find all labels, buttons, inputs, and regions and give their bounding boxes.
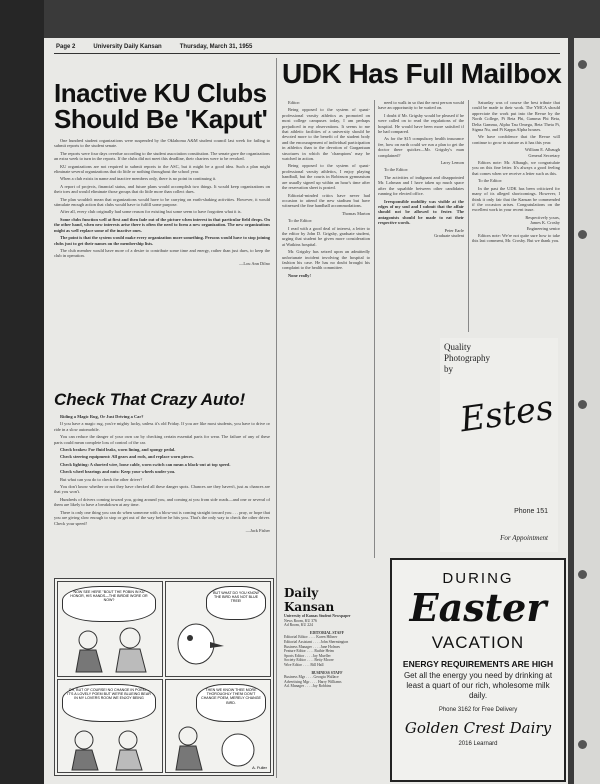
auto-paragraph: Riding a Magic Rug, Or Just Driving a Car? <box>60 414 144 419</box>
auto-article <box>54 414 270 574</box>
editorial-paragraph: Some clubs function well at first and then fade out of the picture when interest in that particular field drops. On the other hand, when new interests arise there is often the need to form a new organization. The new organizations might as well replace some of the inactive ones. <box>54 216 270 233</box>
letter-paragraph: Saturday was of course the best tribute that could be made to their work. The YMCA should appreciate the work put into the Revue by the North College, Pi Beta Phi, Gamma Phi Beta, Delta Gamma, Alpha Tau Omega, Beta Theta Pi, Sigma Nu, and Pi Kappa Alpha houses. <box>472 100 560 133</box>
page-number: Page 2 <box>56 44 76 50</box>
auto-paragraph: But what can you do to check the other driver? <box>60 476 143 482</box>
letter-paragraph: need to walk in so that the next person would have an opportunity to be waited on. <box>378 100 464 111</box>
letter-signature: Larry Lemon <box>440 160 464 166</box>
column-rule <box>468 100 469 332</box>
dairy-ad <box>390 558 566 782</box>
photography-ad <box>440 338 558 552</box>
staff-line: Editorial Assistant . . . . John Shermington <box>284 639 349 644</box>
masthead-line: News Room, KU 376 <box>284 618 317 623</box>
binder-hole <box>578 60 587 69</box>
editorial-paragraph: When a club exists in name and inactive members only, there is no point in continuing it. <box>60 176 217 182</box>
staff-line: Wire Editor . . . . Bill Hall <box>284 662 324 667</box>
staff-line: Business Mgr . . . . Georgia Wallace <box>284 675 339 680</box>
editorial-paragraph: A report of projects, financial status, and future plans would accomplish two things. It would keep organizations on their toes and would eliminate those groups that do little more than collect dues. <box>54 183 270 195</box>
binder-hole <box>578 230 587 239</box>
staff-line: Editorial Editor . . . . Karen Hiltner <box>284 635 338 640</box>
letter-paragraph: I doubt if Mr. Grigsby would be pleased if he were called on to read the regulations of the hospital. He would have been more satisfied if he had compared. <box>378 112 464 135</box>
letter-paragraph: I read with a good deal of interest, a letter to the editor by John D. Grigsby, graduate student, urging that student be given more consideration at Watkins hospital. <box>282 225 370 247</box>
ad-during: DURING <box>442 570 514 587</box>
left-dark-margin <box>0 0 44 784</box>
cartoon-figures <box>166 680 270 772</box>
editorial-headline: Inactive KU Clubs Should Be 'Kaput' <box>54 78 268 134</box>
speech-bubble: NOW SEE HERE "BOUT THE POBIN IN KU HONOR, HIS HANDS—THE BIRDIE WORE OR NOW? <box>62 586 156 622</box>
auto-paragraph: Check steering equipment: All gears and rods, and replace worn pieces. <box>60 454 194 460</box>
cartoon-panel <box>165 679 271 773</box>
next-page-edge <box>574 38 600 784</box>
letter-paragraph: To the Editor: <box>288 218 313 224</box>
speech-bubble: THEN WE KNOW THEE MORE THOROUGHLY THEN! DON'T CHANGE POEM, MERELY CHANGE BIRD. <box>196 684 266 722</box>
staff-line: Ad. Manager . . . . Jay Robbins <box>284 684 332 689</box>
auto-headline: Check That Crazy Auto! <box>54 390 246 409</box>
ad-dairy-name: Golden Crest Dairy <box>404 719 552 737</box>
letter-paragraph: The activities of indignant and disappointed Mr. Lohman and I have taken up much space after the squabble between other candidates running for elected office. <box>378 174 464 197</box>
letter-paragraph: Editor: <box>288 100 301 105</box>
masthead <box>284 586 370 776</box>
cartoon-figures <box>58 680 162 772</box>
masthead-line: Ad Room, KU 224 <box>284 623 313 628</box>
auto-paragraph: There is only one thing you can do when someone with a blow-out is coming straight toward you . . . pray, or hope that you are giving slow enough to stop or get out of the way before he hits you. That's the only way to check the other driver. Check your speed! <box>54 509 270 526</box>
letter-paragraph: In the past the UDK has been criticized for many of its alleged shortcomings. However, I think it only fair that the Kansan be commended if the occasion arises. Congratulations on the excellent work in your recent issue. <box>472 185 560 213</box>
folio-line <box>56 44 356 50</box>
speech-bubble: OH, BUT OF COURSE! NO CHANGE IN POEM—IT'S A LOVELY POEM BUT WE'RE BLUEING BEAR IN MY LOVERS ROOM WE ENJOY BEING <box>62 684 156 722</box>
editor-note: Editors note: We're not quite sure how to take this last comment, Mr. Crosby. But we thank you. <box>472 232 560 244</box>
editorial-paragraph: The club member would have more of a desire to contribute some time and energy, rather than just dues, to keep the club in operation. <box>54 247 270 259</box>
letter-paragraph: Editors note: Mr. Albaugh, we congratulate you on this fine letter. It's always a good feeling that comes when we receive a letter such as this. <box>472 160 560 176</box>
auto-paragraph: You can reduce the danger of your own car by checking certain essential parts for wear. The failure of any of these parts could mean complete loss of control of the car. <box>54 434 270 445</box>
ad-address: 2016 Learnard <box>458 741 498 747</box>
cartoon-panel <box>57 581 163 677</box>
staff-line: Society Editor . . . . Betty Moore <box>284 658 334 663</box>
editorial-article <box>54 138 270 386</box>
auto-paragraph: If you have a magic rug, you're mighty lucky, unless it's old Friday. If you are like most students, you have to drive or ride in a slow automobile. <box>54 421 270 432</box>
ad-vacation: VACATION <box>431 633 525 652</box>
letter-paragraph: None really! <box>288 272 311 278</box>
ad-energy: ENERGY REQUIREMENTS ARE HIGH <box>402 659 554 669</box>
editorial-paragraph: After all, every club originally had some reason for existing but some seem to have forgotten what it is. <box>60 209 242 215</box>
paper-name: University Daily Kansan <box>93 44 162 50</box>
editorial-signature: —Lou Ann Dilno <box>239 260 270 266</box>
letter-signature: Respectively yours, James K. Crosby Engineering senior <box>525 214 560 231</box>
letter-paragraph: As for the $15 compulsory health insurance fee, how on earth could we run a plan to get the doctor there quicker—Mr. Grigsby's man complained? <box>378 136 464 158</box>
staff-line: Sports Editor . . . . Jay Mueller <box>284 653 331 658</box>
ad-phone: Phone 151 <box>514 508 548 515</box>
ad-body: Get all the energy you need by drinking at least a quart of our rich, wholesome milk daily. <box>403 671 553 700</box>
letters-column-3 <box>472 100 560 334</box>
auto-paragraph: You don't know whether or not they have checked all these danger spots. Chances are they haven't, just as chances are that you won't. <box>54 484 270 495</box>
letter-paragraph: Mr. Grigsby has seized upon an admittedly unfortunate incident involving the hospital to fashion his case. He has no doubt brought his complaint to the health committee. <box>282 249 370 271</box>
cartoon-strip <box>54 578 274 776</box>
ad-easter: Easter <box>409 585 547 630</box>
editorial-paragraph: The point is that the system would make every organization more something. Persons would have to stop joining clubs just to get their names on the membership lists. <box>54 235 270 246</box>
staff-line: Business Manager . . . . Jane Holmes <box>284 644 340 649</box>
masthead-subtitle: University of Kansas Student Newspaper <box>284 614 351 618</box>
binder-hole <box>578 400 587 409</box>
bird-figure <box>166 582 270 676</box>
letter-paragraph: Being opposed to the system of quasi-professional varsity athletics as promoted on most college campuses today, I am perhaps prejudiced in my observations. It seems to me that athletic facilities of a university should be devoted more to the benefit of the student body and the encouragement of individual participation in athletics than to the devotion of Gargantuan structures in which the 'champions' may be watched in action. <box>282 107 370 162</box>
auto-signature: —Jack Fisher <box>245 527 270 533</box>
staff-line: Advertising Mgr . . . . Harry Williams <box>284 679 342 684</box>
letter-paragraph: We have confidence that the Revue will continue to grow in stature as it has this year. <box>472 134 560 145</box>
speech-bubble: BUT WHAT DO YOU KNOW THE BIRD HAS NOT BLUE TREE! <box>206 586 266 620</box>
editorial-paragraph: One hundred student organizations were suspended by the Oklahoma A&M student council last week for failing to submit reports to the student senate. <box>54 138 270 149</box>
ad-phone: Phone 3162 for Free Delivery <box>438 707 518 713</box>
masthead-title: Daily Kansan <box>284 586 335 614</box>
column-rule <box>374 100 375 558</box>
cartoon-panel <box>165 581 271 677</box>
editorial-paragraph: KU organizations are not required to submit reports to the ASC, but it might be a good idea. Such a plan might eliminate several organizations that do little or nothing throughout the school year. <box>54 163 270 175</box>
auto-paragraph: Check brakes: For fluid leaks, worn lining, and spongy pedal. <box>60 447 176 453</box>
editorial-staff-heading: EDITORIAL STAFF <box>309 630 345 635</box>
cartoon-credit: A. Fuller <box>252 765 267 770</box>
ad-tagline <box>440 338 558 375</box>
staff-line: Feature Editor . . . . Ruthie Heim <box>284 649 334 654</box>
folio-rule <box>54 53 560 54</box>
letter-paragraph: To the Editor: <box>478 178 503 184</box>
binder-hole <box>578 570 587 579</box>
editorial-paragraph: The plan wouldn't mean that organizations would have to be carrying on earth-shaking activities. However, it would stimulate enough action that clubs would have to fulfill some purpose. <box>54 196 270 208</box>
issue-date: Thursday, March 31, 1955 <box>179 44 253 50</box>
ad-line: Photography <box>444 353 490 363</box>
binder-hole <box>578 740 587 749</box>
letter-paragraph: Being opposed to the system of quasi-professional varsity athletics, I enjoy playing handball, but the courts in Robinson gymnasium are usually signed up within an hour's time after the reservation sheet is posted. <box>282 163 370 191</box>
auto-paragraph: Hundreds of drivers coming toward you, going around you, and coming at you from side roads—and one or several of them are likely to have a breakdown at any time. <box>54 496 270 508</box>
ad-line: Quality <box>444 342 471 352</box>
estes-logo: Estes <box>457 387 556 441</box>
ad-appointment: For Appointment <box>500 534 548 542</box>
letter-paragraph: Irresponsible mobility was visible at the edges of my soul and I submit that the affair should not be allowed to fester. The antagonists should be made to eat their respective words. <box>378 198 464 226</box>
auto-paragraph: Check wheel bearings and nuts: Keep your wheels under you. <box>60 469 176 475</box>
letter-signature: Thomas Marton <box>341 210 370 216</box>
column-rule <box>276 58 277 778</box>
business-staff-heading: BUSINESS STAFF <box>311 670 343 675</box>
letters-headline: UDK Has Full Mailbox <box>282 58 562 89</box>
editorial-paragraph: The reports were four days overdue according to the student association constitution. The senate gave the organizations an extra week to turn in the reports. If the clubs did not meet this deadline, their charters were to be revoked. <box>54 150 270 162</box>
letter-signature: William E. Albaugh General Secretary <box>524 147 560 158</box>
letter-signature: Peter Earle Graduate student <box>434 227 464 238</box>
cartoon-panel <box>57 679 163 773</box>
letters-column-1 <box>282 100 370 580</box>
ad-line: by <box>444 364 453 374</box>
cartoon-figures <box>58 582 162 676</box>
letter-paragraph: Editorial-minded critics have never had occasion to attend the new stadium but have witnessed the fine handball accommodations. <box>282 192 370 209</box>
newspaper-page <box>44 38 568 784</box>
auto-paragraph: Check lighting: A shorted wire, loose cable, worn switch can mean a black-out at top speed. <box>60 461 231 467</box>
letter-paragraph: To the Editor: <box>384 167 409 173</box>
